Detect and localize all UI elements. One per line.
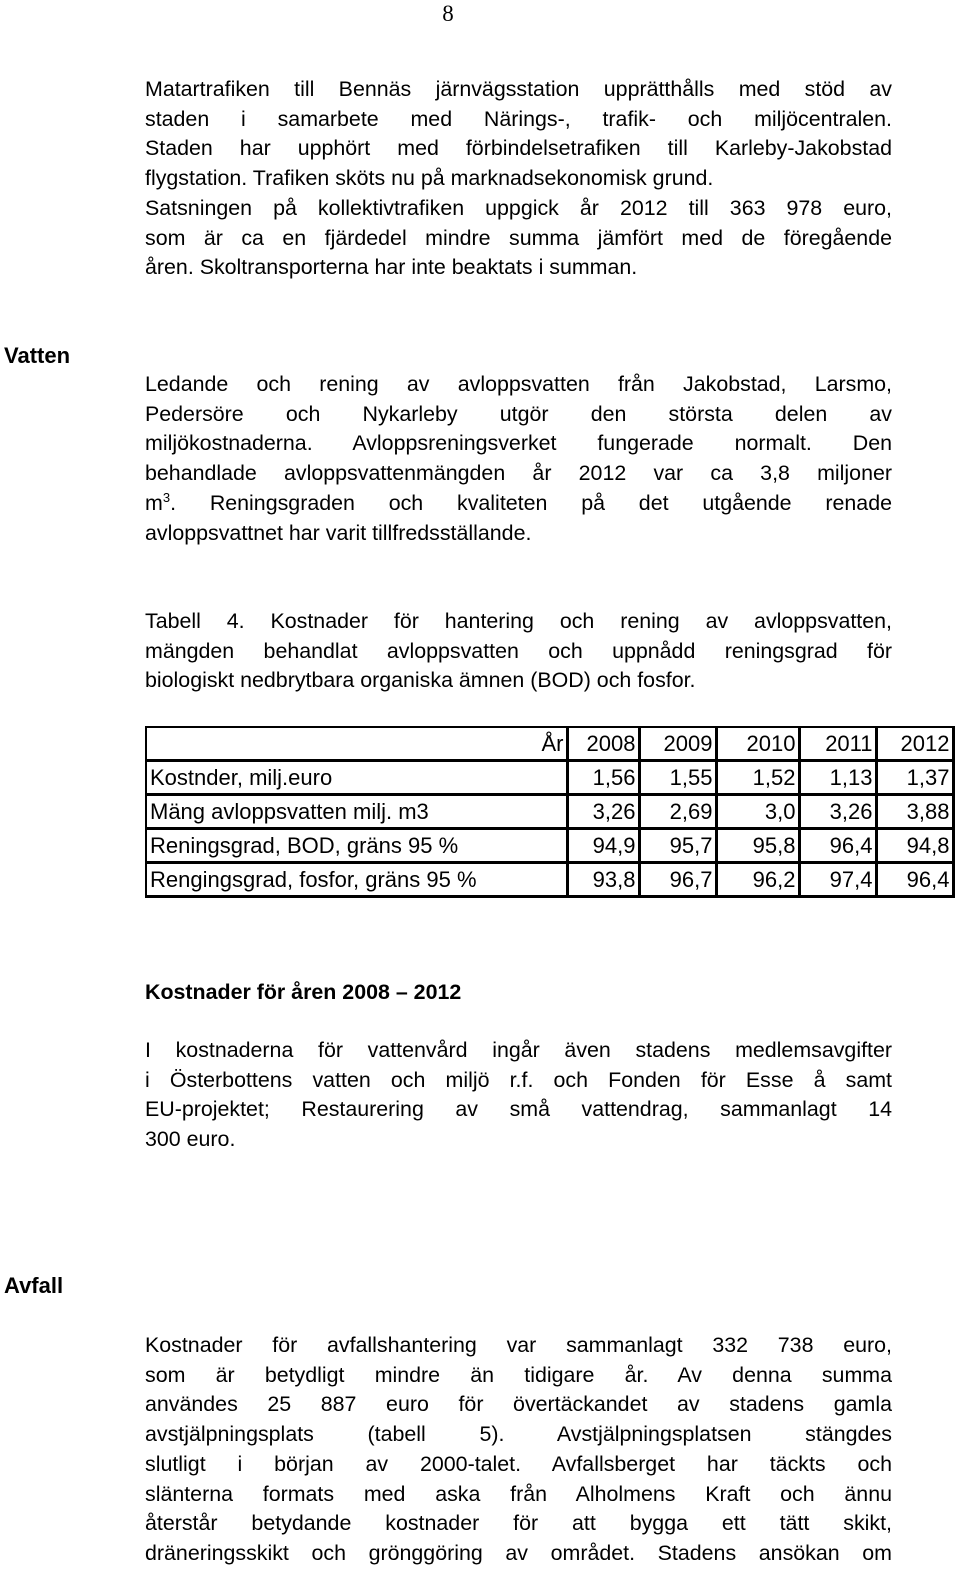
value-cell: 1,13 [799, 761, 876, 795]
text-line: återstår betydande kostnader för att bygga ett tätt skikt, [145, 1511, 892, 1536]
wastewater-table [145, 726, 955, 898]
text-line: flygstation. Trafiken sköts nu på marknadsekonomisk grund. [145, 166, 714, 191]
row-label-cell: Kostnder, milj.euro [146, 761, 567, 795]
vatten-paragraph [145, 370, 892, 548]
text-line: Ledande och rening av avloppsvatten från Jakobstad, Larsmo, [145, 372, 892, 396]
text-line: miljökostnaderna. Avloppsreningsverket fungerade normalt. Den [145, 431, 892, 456]
text-line: EU-projektet; Restaurering av små vattendrag, sammanlagt 14 [145, 1097, 892, 1122]
section-heading-costs: Kostnader för åren 2008 – 2012 [145, 980, 462, 1004]
text-line: slutligt i början av 2000-talet. Avfallsberget har täckts och [145, 1451, 892, 1476]
value-cell: 1,52 [716, 761, 799, 795]
value-cell: 3,26 [567, 795, 639, 829]
unit-following-text: . Reningsgraden och kvaliteten på det utgående renade [170, 490, 892, 515]
text-line: i Österbottens vatten och miljö r.f. och Fonden för Esse å samt [145, 1067, 892, 1092]
value-cell: 3,88 [876, 795, 953, 829]
text-line: avstjälpningsplats (tabell 5). Avstjälpningsplatsen stängdes [145, 1422, 892, 1447]
page-number: 8 [442, 1, 454, 26]
value-cell: 93,8 [567, 863, 639, 897]
costs-paragraph [145, 1036, 892, 1155]
caption-line: biologiskt nedbrytbara organiska ämnen (BOD) och fosfor. [145, 668, 696, 693]
text-line: I kostnaderna för vattenvård ingår även stadens medlemsavgifter [145, 1038, 892, 1062]
row-label-cell: Rengingsgrad, fosfor, gräns 95 % [146, 863, 567, 897]
text-line: som är betydligt mindre än tidigare år. Av denna summa [145, 1362, 892, 1387]
text-line: behandlade avloppsvattenmängden år 2012 var ca 3,8 miljoner [145, 461, 892, 486]
value-cell: 1,55 [639, 761, 716, 795]
table-row [146, 829, 953, 863]
caption-line: Tabell 4. Kostnader för hantering och rening av avloppsvatten, [145, 609, 892, 633]
text-line-with-unit [145, 489, 892, 519]
text-line: 300 euro. [145, 1127, 236, 1152]
text-line: staden i samarbete med Närings-, trafik- och miljöcentralen. [145, 106, 892, 131]
unit-superscript: 3 [162, 489, 171, 505]
value-cell: 3,0 [716, 795, 799, 829]
table-header-row [146, 727, 953, 761]
value-cell: 95,7 [639, 829, 716, 863]
text-line: slänterna formats med aska från Alholmens Kraft och ännu [145, 1481, 892, 1506]
value-cell: 1,37 [876, 761, 953, 795]
text-line: Staden har upphört med förbindelsetrafiken till Karleby-Jakobstad [145, 136, 892, 161]
value-cell: 96,4 [876, 863, 953, 897]
value-cell: 94,9 [567, 829, 639, 863]
table-caption [145, 607, 892, 696]
year-cell: 2008 [567, 727, 639, 761]
value-cell: 94,8 [876, 829, 953, 863]
caption-line: mängden behandlat avloppsvatten och uppnådd reningsgrad för [145, 638, 892, 663]
value-cell: 2,69 [639, 795, 716, 829]
row-label-cell: Reningsgrad, BOD, gräns 95 % [146, 829, 567, 863]
text-line: Satsningen på kollektivtrafiken uppgick år 2012 till 363 978 euro, [145, 195, 892, 220]
value-cell: 96,7 [639, 863, 716, 897]
year-cell: 2012 [876, 727, 953, 761]
value-cell: 96,2 [716, 863, 799, 897]
year-cell: 2011 [799, 727, 876, 761]
year-cell: 2010 [716, 727, 799, 761]
value-cell: 3,26 [799, 795, 876, 829]
year-cell: 2009 [639, 727, 716, 761]
text-line: åren. Skoltransporterna har inte beaktats i summan. [145, 255, 638, 280]
text-line: Pedersöre och Nykarleby utgör den största delen av [145, 401, 892, 426]
section-heading-vatten: Vatten [4, 343, 71, 368]
text-line: Kostnader för avfallshantering var sammanlagt 332 738 euro, [145, 1333, 892, 1357]
value-cell: 97,4 [799, 863, 876, 897]
table-row [146, 761, 953, 795]
text-line: Matartrafiken till Bennäs järnvägsstation upprätthålls med stöd av [145, 77, 892, 101]
year-label-cell: År [146, 727, 567, 761]
value-cell: 95,8 [716, 829, 799, 863]
text-line: användes 25 887 euro för övertäckandet av stadens gamla [145, 1392, 892, 1417]
text-line: dräneringsskikt och grönggöring av området. Stadens ansökan om [145, 1540, 892, 1565]
value-cell: 1,56 [567, 761, 639, 795]
table-row [146, 863, 953, 897]
table-row [146, 795, 953, 829]
unit-base: m [145, 490, 163, 515]
section-heading-avfall: Avfall [4, 1273, 64, 1298]
value-cell: 96,4 [799, 829, 876, 863]
avfall-paragraph [145, 1331, 892, 1569]
text-line: avloppsvattnet har varit tillfredsställande. [145, 520, 532, 545]
text-line: som är ca en fjärdedel mindre summa jämfört med de föregående [145, 225, 892, 250]
traffic-paragraph [145, 75, 892, 283]
row-label-cell: Mäng avloppsvatten milj. m3 [146, 795, 567, 829]
